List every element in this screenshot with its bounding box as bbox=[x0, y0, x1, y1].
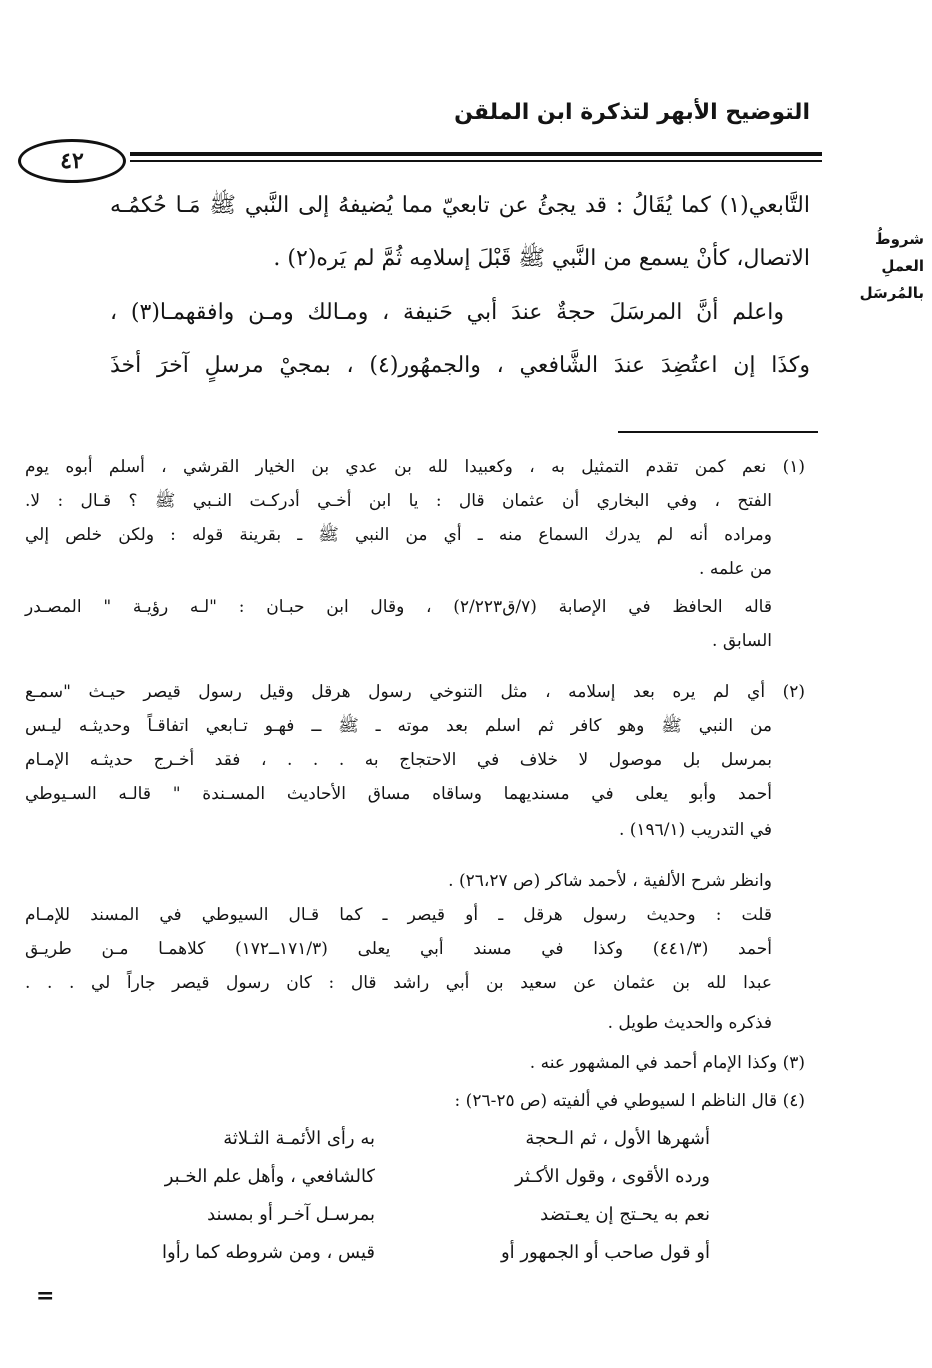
footnote-line: (١) نعم كمن تقدم التمثيل به ، وكعبيدا لله بن عدي بن الخيار القرشي ، أسلم أبوه يوم bbox=[25, 457, 805, 477]
header-rule-thick bbox=[130, 152, 822, 156]
margin-note-line: بالمُرسَل bbox=[859, 284, 924, 302]
verse-second-hemistich: قيس ، ومن شروطه كما رأوا bbox=[162, 1242, 375, 1263]
main-text-line: التَّابعي(١) كما يُقَالُ : قد يجئُ عن تابعيّ مما يُضيفهُ إلى النَّبي ﷺ مَـا حُكمُـه bbox=[110, 193, 810, 218]
header-rule-thin bbox=[130, 160, 822, 162]
footnote-line: (٣) وكذا الإمام أحمد في المشهور عنه . bbox=[529, 1053, 805, 1073]
verse-second-hemistich: بمرسـل آخـر أو بمسند bbox=[207, 1204, 375, 1225]
footnote-line: ومراده أنه لم يدرك السماع منه ـ أي من النبي ﷺ ـ بقرينة قوله : ولكن خلص إلي bbox=[25, 525, 772, 545]
footnote-line: بمرسل بل موصول لا خلاف في الاحتجاج به . . . ، فقد أخـرج حديثـه الإمـام bbox=[25, 750, 772, 770]
verse-first-hemistich: نعم به يحـتج إن يعـتضد bbox=[540, 1204, 710, 1225]
running-header-title: التوضيح الأبهر لتذكرة ابن الملقن bbox=[454, 100, 810, 125]
page-number: ٤٢ bbox=[60, 148, 84, 174]
margin-note bbox=[834, 226, 924, 307]
footnote-line: في التدريب (١٩٦/١) . bbox=[618, 820, 772, 840]
footnote-line: قلت : وحديث رسول هرقل ـ أو قيصر ـ كما قـال السيوطي في المسند للإمـام bbox=[25, 905, 772, 925]
margin-note-line: شروطُ العملِ bbox=[875, 230, 924, 275]
page-number-badge bbox=[18, 139, 126, 183]
verse-first-hemistich: ورده الأقوى ، وقول الأكـثر bbox=[515, 1166, 710, 1187]
main-text-line: الاتصال، كأنْ يسمع من النَّبي ﷺ قَبْلَ إسلامِه ثُمَّ لم يَره(٢) . bbox=[273, 246, 810, 271]
footnote-line: من علمه . bbox=[699, 559, 772, 579]
main-text-line: وكذَا إن اعتُضِدَ عندَ الشَّافعي ، والجمهُور(٤) ، بمجيْ مرسلٍ آخرَ أخذَ bbox=[110, 353, 810, 378]
footnote-line: (٢) أي لم يره بعد إسلامه ، مثل التنوخي رسول هرقل وقيل رسول قيصر حيـث "سمـع bbox=[25, 682, 805, 702]
footnote-line: وانظر شرح الألفية ، لأحمد شاكر (ص ٢٦،٢٧) . bbox=[448, 871, 772, 891]
main-text-line: واعلم أنَّ المرسَلَ حجةٌ عندَ أبي حَنيفة ، ومـالك ومـن وافقهمـا(٣) ، bbox=[110, 300, 784, 325]
footer-mark: = bbox=[36, 1283, 55, 1309]
footnote-line: السابق . bbox=[712, 631, 772, 651]
footnote-line: عبدا لله بن عثمان عن سعيد بن أبي راشد قال : كان رسول قيصر جاراً لي . . . bbox=[25, 973, 772, 993]
footnote-line: (٤) قال الناظم ا لسيوطي في ألفيته (ص ٢٥-٢٦) : bbox=[454, 1091, 805, 1111]
footnote-separator bbox=[618, 431, 818, 433]
footnote-line: أحمد (٤٤١/٣) وكذا في مسند أبي يعلى (١٧١/٣ــ١٧٢) كلاهمـا مـن طريـق bbox=[25, 939, 772, 959]
footnote-line: فذكره والحديث طويل . bbox=[607, 1013, 772, 1033]
verse-first-hemistich: أو قول صاحب أو الجمهور أو bbox=[500, 1242, 710, 1263]
footnote-line: الفتح ، وفي البخاري أن عثمان قال : يا ابن أخـي أدركـت النـبي ﷺ ؟ قـال : لا. bbox=[25, 491, 772, 511]
verse-second-hemistich: كالشافعي ، وأهل علم الخـبر bbox=[164, 1166, 375, 1187]
footnote-line: قاله الحافظ في الإصابة (٧/ق٢/٢٢٣) ، وقال ابن حبـان : "لـه رؤيـة " المصـدر bbox=[25, 597, 772, 617]
footnote-line: أحمد وأبو يعلى في مسنديهما وساقاه مساق الأحاديث المسـندة " قالـه السـيوطي bbox=[25, 784, 772, 804]
verse-second-hemistich: به رأى الأئمـة الثـلاثة bbox=[223, 1128, 375, 1149]
verse-first-hemistich: أشهرها الأول ، ثم الـحجة bbox=[525, 1128, 710, 1149]
footnote-line: من النبي ﷺ وهو كافر ثم اسلم بعد موته ـ ﷺ ــ فهـو تـابعي اتفاقـاً وحديثـه ليـس bbox=[25, 716, 772, 736]
